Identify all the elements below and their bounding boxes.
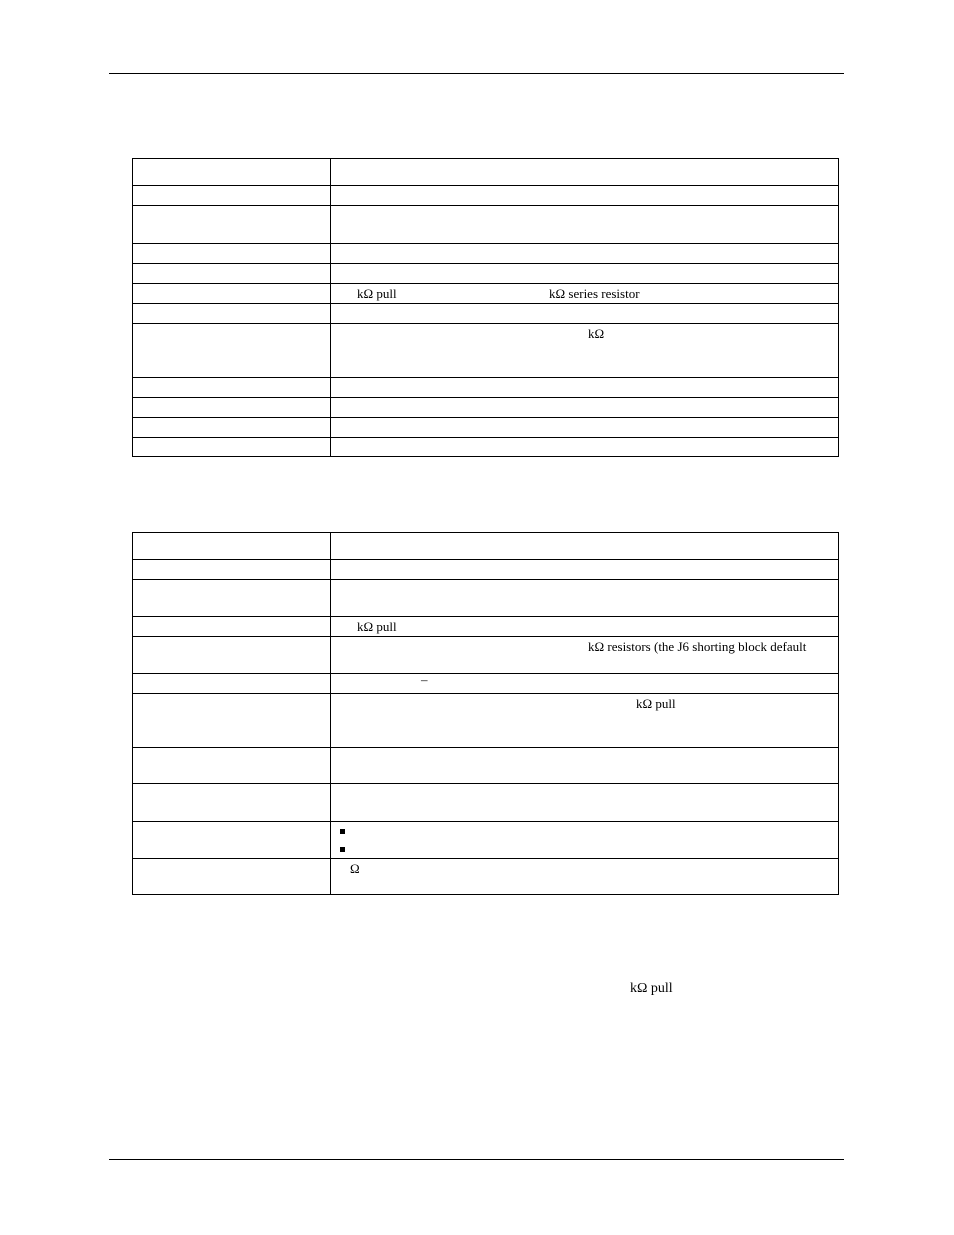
- table-row: [133, 304, 839, 324]
- table-row: [133, 186, 839, 206]
- table-row: [133, 637, 839, 674]
- table-row: [133, 560, 839, 580]
- table-row: [133, 418, 839, 438]
- bullet-icon: [340, 829, 345, 834]
- table-row: [133, 533, 839, 560]
- footer-rule: [109, 1159, 844, 1160]
- table-row: [133, 438, 839, 457]
- table-row: [133, 822, 839, 859]
- cell-fragment: kΩ resistors (the J6 shorting block default: [588, 639, 807, 654]
- table-row: [133, 694, 839, 748]
- table-row: [133, 284, 839, 304]
- table-row: [133, 674, 839, 694]
- cell-fragment: –: [421, 673, 428, 687]
- table-row: [133, 398, 839, 418]
- table-row: [133, 264, 839, 284]
- table-row: [133, 324, 839, 378]
- table-row: [133, 617, 839, 637]
- cell-fragment: Ω: [350, 861, 360, 876]
- cell-fragment: kΩ pull: [357, 619, 397, 634]
- table-row: [133, 244, 839, 264]
- cell-fragment: kΩ series resistor: [549, 286, 640, 301]
- cell-fragment: kΩ pull: [357, 286, 397, 301]
- body-text-fragment: kΩ pull: [630, 981, 673, 996]
- table-row: [133, 859, 839, 895]
- cell-fragment: kΩ: [588, 326, 605, 341]
- table-row: [133, 378, 839, 398]
- table-row: [133, 159, 839, 186]
- bullet-icon: [340, 847, 345, 852]
- table-row: [133, 580, 839, 617]
- table-row: [133, 784, 839, 822]
- table-row: [133, 748, 839, 784]
- cell-fragment: kΩ pull: [636, 696, 676, 711]
- header-rule: [109, 73, 844, 74]
- spec-table-2: [132, 532, 839, 895]
- table-row: [133, 206, 839, 244]
- spec-table-1: [132, 158, 839, 457]
